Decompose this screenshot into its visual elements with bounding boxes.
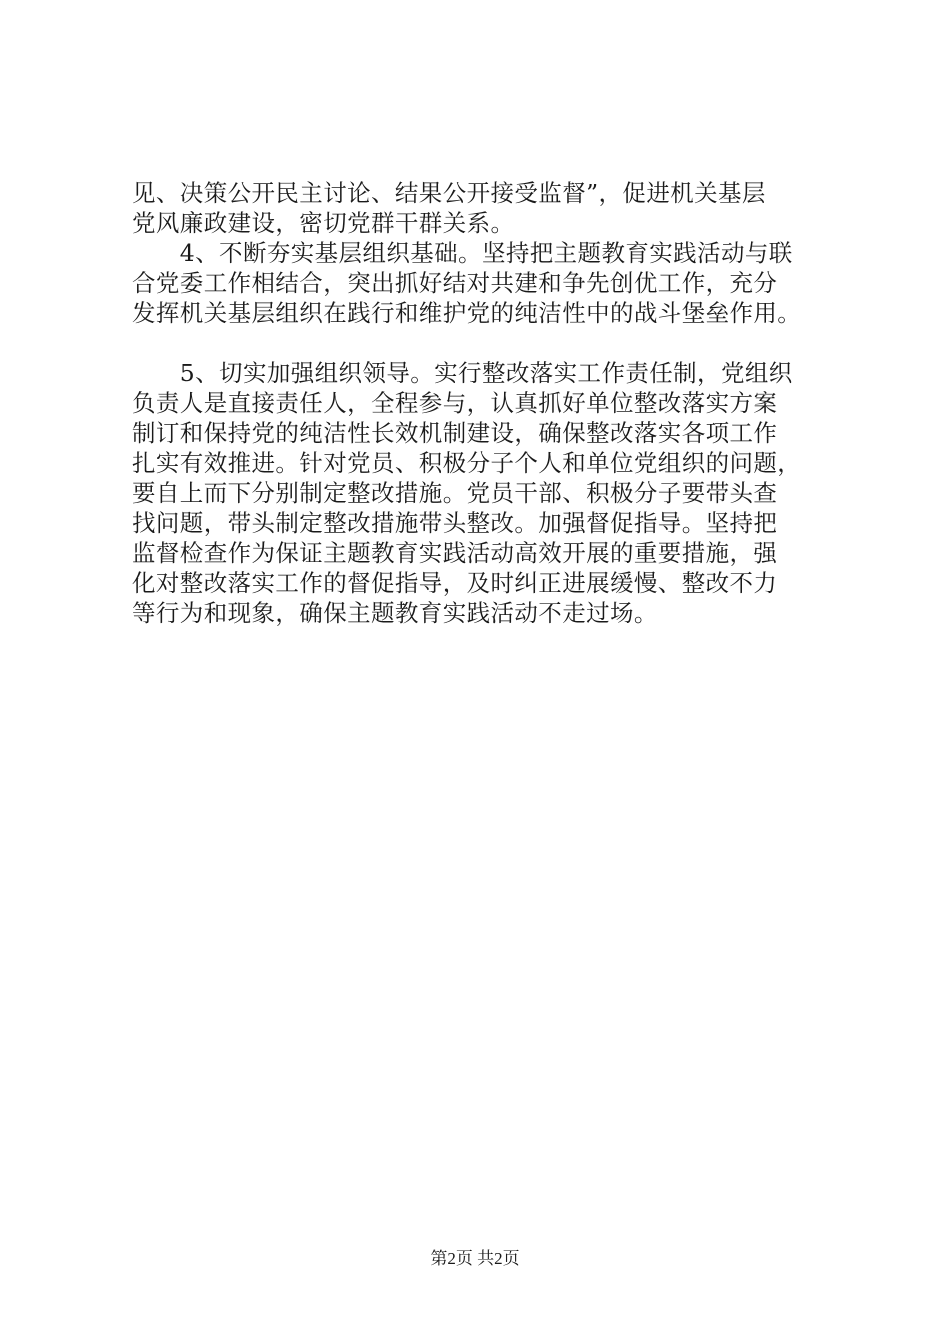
text-line: 见、决策公开民主讨论、结果公开接受监督”，促进机关基层 [132,179,766,207]
text-line: 扎实有效推进。针对党员、积极分子个人和单位党组织的问题， [132,449,802,477]
text-line: 负责人是直接责任人，全程参与，认真抓好单位整改落实方案 [132,389,778,417]
text-line: 要自上而下分别制定整改措施。党员干部、积极分子要带头查 [132,479,778,507]
text-line: 制订和保持党的纯洁性长效机制建设，确保整改落实各项工作 [132,419,778,447]
text-line: 发挥机关基层组织在践行和维护党的纯洁性中的战斗堡垒作用。 [132,299,802,327]
text-line: 化对整改落实工作的督促指导，及时纠正进展缓慢、整改不力 [132,569,778,597]
text-line: 找问题，带头制定整改措施带头整改。加强督促指导。坚持把 [132,509,778,537]
text-line: 4、不断夯实基层组织基础。坚持把主题教育实践活动与联 [132,239,793,267]
text-line: 5、切实加强组织领导。实行整改落实工作责任制，党组织 [132,359,793,387]
text-line: 等行为和现象，确保主题教育实践活动不走过场。 [132,599,658,627]
text-line: 监督检查作为保证主题教育实践活动高效开展的重要措施，强 [132,539,778,567]
text-line: 合党委工作相结合，突出抓好结对共建和争先创优工作，充分 [132,269,778,297]
page-number-footer: 第2页 共2页 [430,1249,520,1268]
text-line: 党风廉政建设，密切党群干群关系。 [132,209,515,237]
